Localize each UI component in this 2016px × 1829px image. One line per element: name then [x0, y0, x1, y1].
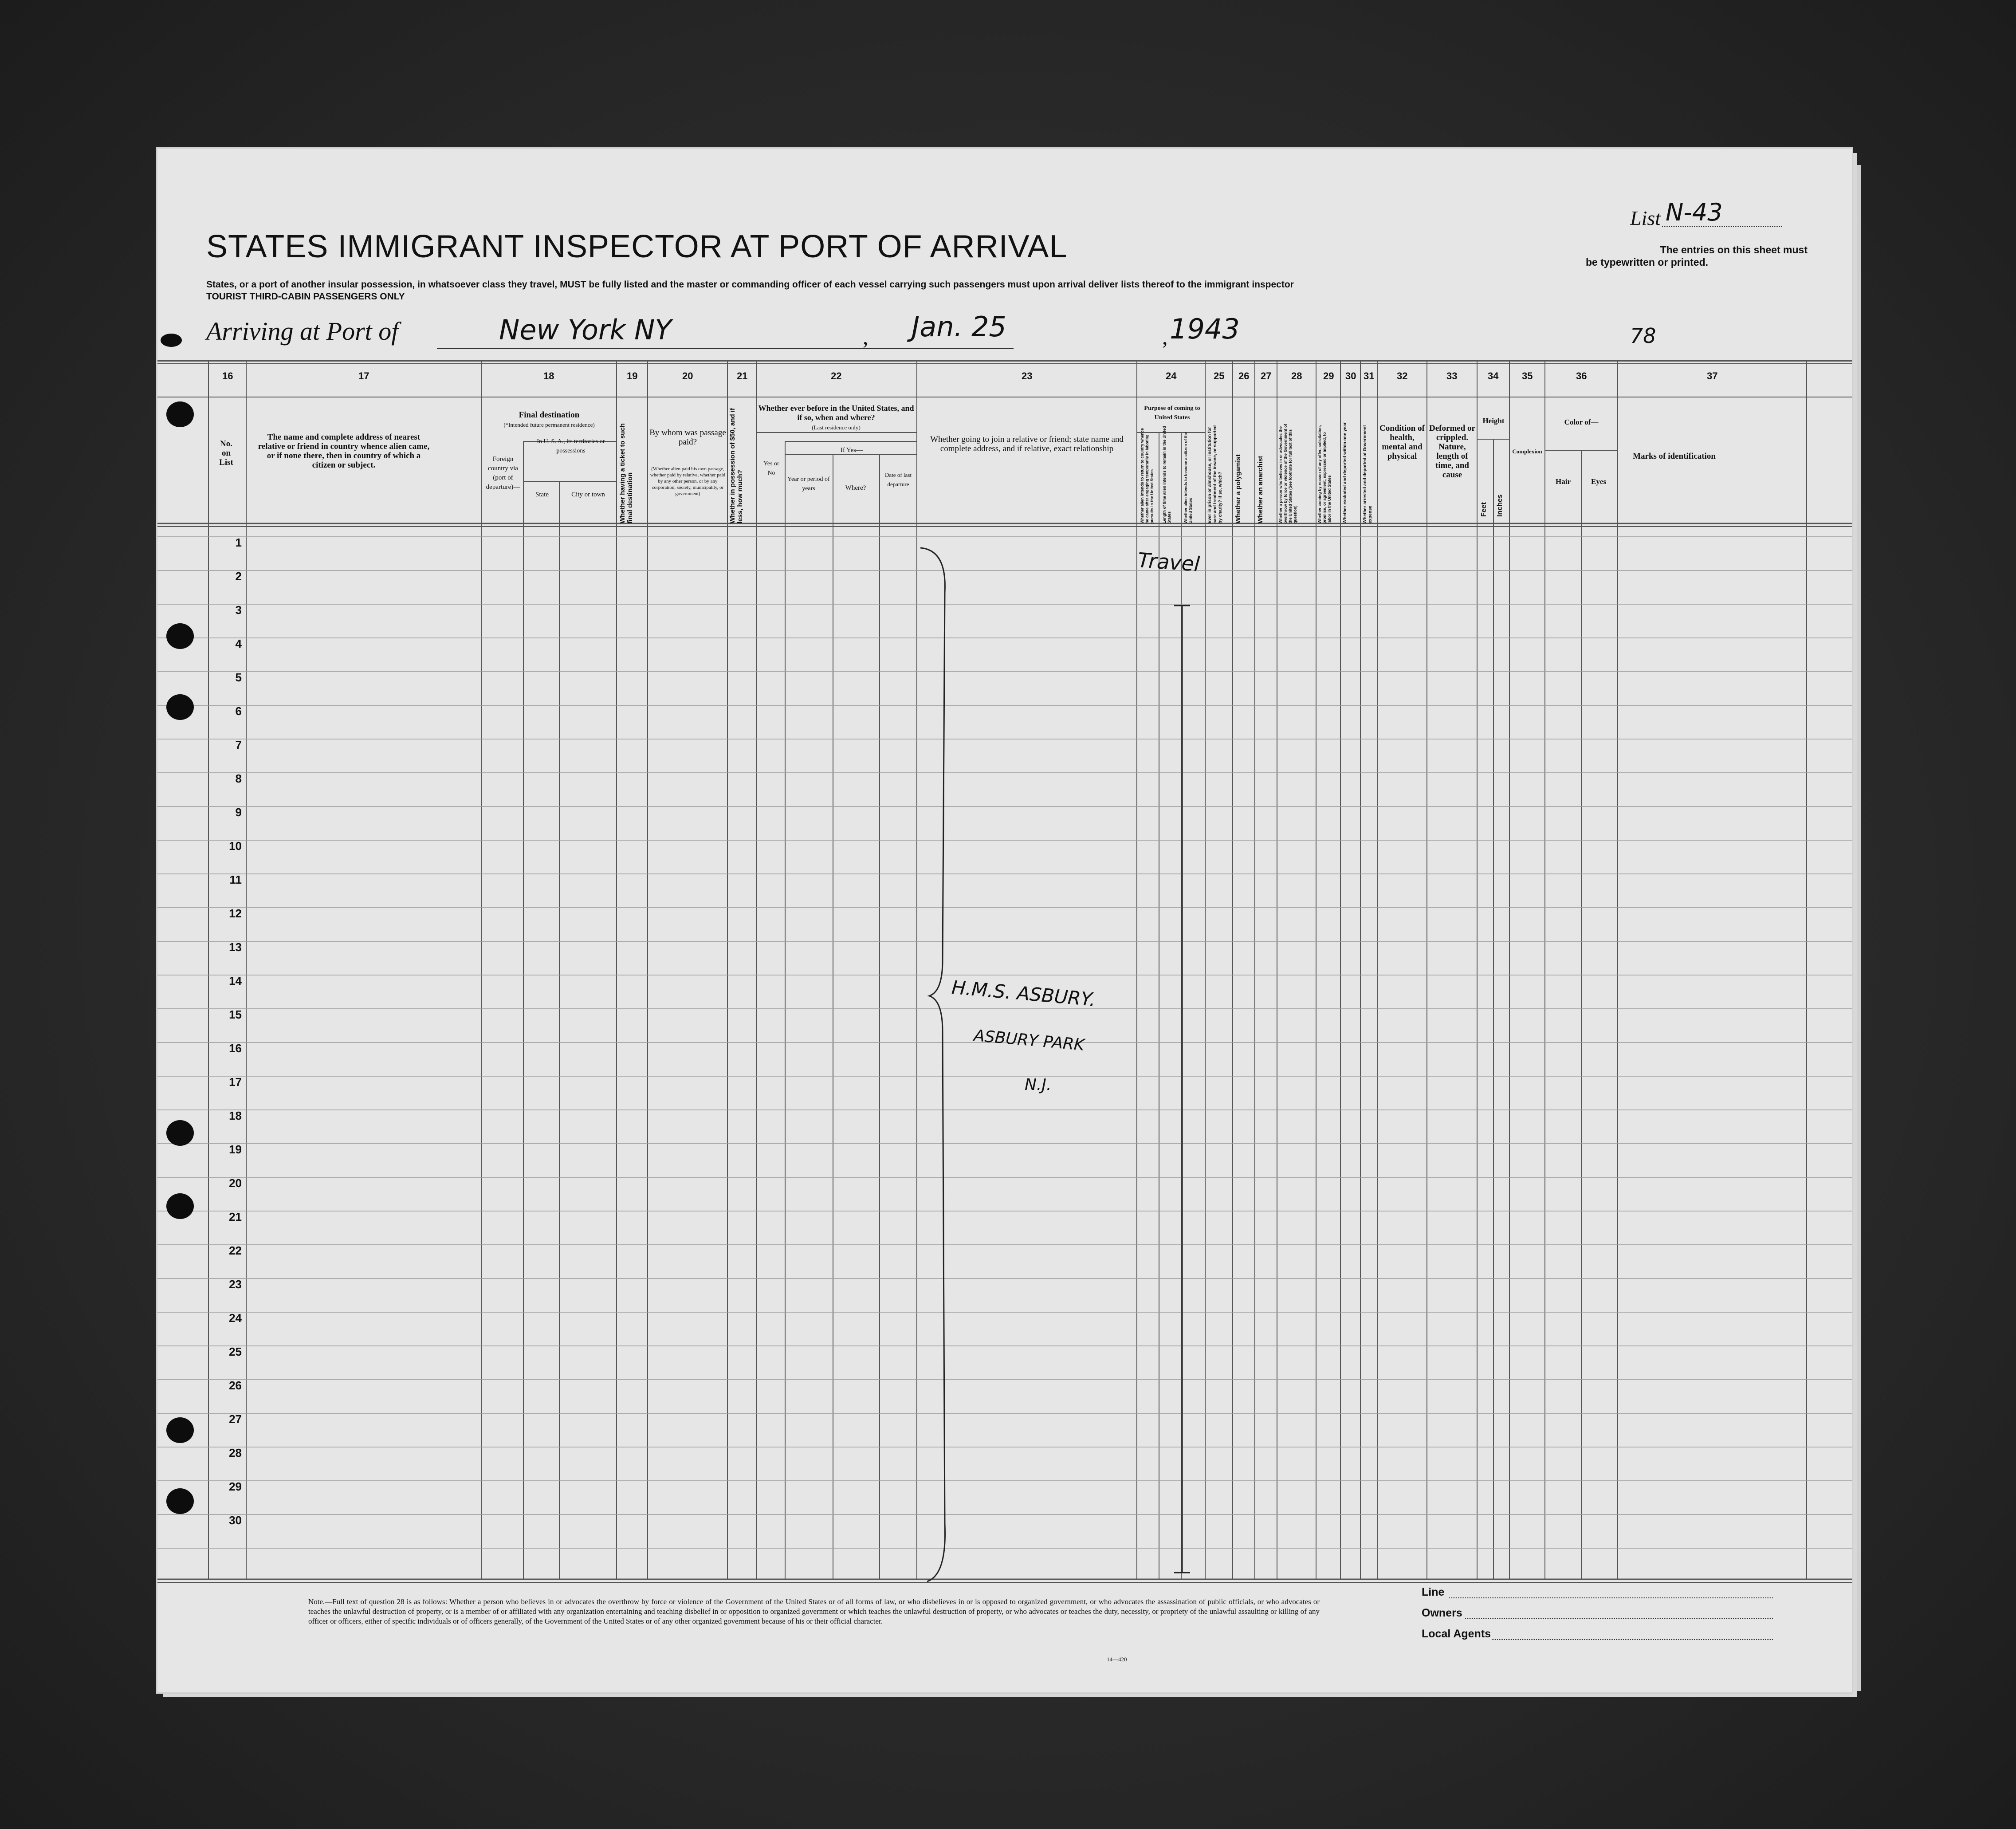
col30-header: Whether excluded and deported within one year — [1343, 422, 1348, 523]
col32-header: Condition of health, mental and physical — [1379, 424, 1425, 461]
punch-hole — [166, 694, 194, 720]
punch-hole — [166, 401, 194, 427]
column-number: 20 — [682, 370, 693, 382]
row-number: 9 — [235, 806, 242, 819]
local-agents-underline — [1492, 1639, 1773, 1640]
col25-header: Ever in prison or almshouse, or institution for care and treatment of the insane, or supported by charity? If so, which? — [1207, 425, 1223, 523]
column-number: 37 — [1707, 370, 1718, 382]
row-number: 25 — [229, 1345, 242, 1358]
row-number: 12 — [229, 907, 242, 920]
column-number: 33 — [1446, 370, 1458, 382]
col36-eyes: Eyes — [1591, 477, 1606, 486]
column-number: 28 — [1291, 370, 1302, 382]
comma-1: , — [863, 324, 868, 349]
row-number: 17 — [229, 1075, 242, 1089]
column-number: 31 — [1364, 370, 1375, 382]
row-number: 7 — [235, 738, 242, 751]
col35-header: Complexion — [1512, 448, 1542, 455]
col22-date: Date of last departure — [885, 472, 912, 488]
col27-header: Whether an anarchist — [1257, 456, 1264, 523]
page-number: 78 — [1630, 324, 1656, 348]
col33-header: Deformed or crippled. Nature, length of time, and cause — [1429, 424, 1475, 480]
row-number: 27 — [229, 1412, 242, 1426]
col22-yesno: Yes or No — [763, 460, 779, 476]
entries-note-2: be typewritten or printed. — [1586, 256, 1709, 268]
column-number: 24 — [1166, 370, 1177, 382]
row-number: 23 — [229, 1278, 242, 1291]
col24-c: Whether alien intends to become a citizen of the United States — [1183, 432, 1193, 523]
row-number: 6 — [235, 704, 242, 718]
sheet-edge — [1853, 165, 1861, 1691]
entries-note-1: The entries on this sheet must — [1660, 244, 1808, 256]
row-number: 20 — [229, 1176, 242, 1190]
row-number: 19 — [229, 1143, 242, 1156]
row-number: 10 — [229, 839, 242, 853]
row-number: 29 — [229, 1480, 242, 1493]
col20-title: By whom was passage paid? — [649, 428, 726, 447]
col22-title: Whether ever before in the United States, and if so, when and where? — [758, 404, 914, 422]
vessel-entry-1: H.M.S. ASBURY. — [951, 976, 1097, 1011]
punch-hole — [166, 623, 194, 649]
col22-where: Where? — [845, 484, 866, 492]
handwritten-brace — [157, 149, 1852, 1692]
list-label: List — [1630, 207, 1661, 229]
column-number: 27 — [1261, 370, 1272, 382]
column-number: 26 — [1238, 370, 1250, 382]
col19-header: Whether having a ticket to such final destination — [619, 423, 634, 523]
col20-sub: (Whether alien paid his own passage, whether paid by relative, whether paid by any other person, or by any corporation, society, municipality, or government) — [650, 466, 726, 496]
column-number: 19 — [627, 370, 638, 382]
col29-header: Whether coming by reason of any offer, solicitation, promise, or agreement, expressed or implied, to labor in the United States — [1317, 425, 1332, 523]
col22-ifyes: If Yes— — [840, 447, 863, 454]
row-number: 30 — [229, 1514, 242, 1527]
vessel-entry-2: ASBURY PARK — [973, 1027, 1085, 1054]
row-number: 28 — [229, 1446, 242, 1459]
punch-hole — [166, 1193, 194, 1219]
list-value: N-43 — [1666, 198, 1723, 226]
row-number: 1 — [235, 536, 242, 549]
col18-sub: (*Intended future permanent residence) — [503, 421, 595, 428]
vessel-entry-3: N.J. — [1025, 1076, 1052, 1094]
col28-header: Whether a person who believes in or advocates the overthrow by force or violence of the Government of the United States (See footnote for full text of this question) — [1278, 424, 1297, 523]
col17-header: The name and complete address of nearest relative or friend in country whence alien came, or if none there, then in country of which a citizen or subject. — [258, 433, 430, 470]
local-agents-label: Local Agents — [1422, 1628, 1491, 1640]
column-number: 23 — [1022, 370, 1033, 382]
row-number: 14 — [229, 974, 242, 987]
column-number: 22 — [831, 370, 842, 382]
col21-header: Whether in possession of $50, and if less, how much? — [729, 408, 744, 523]
line-underline — [1449, 1597, 1773, 1598]
col18-usa: In U. S. A., its territories or possessions — [537, 438, 605, 454]
col31-header: Whether arrested and deported at Government expense — [1363, 425, 1373, 523]
port-handwritten: New York NY — [499, 314, 672, 346]
document-title: STATES IMMIGRANT INSPECTOR AT PORT OF ARRIVAL — [206, 229, 1068, 264]
column-number: 17 — [358, 370, 369, 382]
col16-header: No. on List — [219, 439, 233, 467]
col18-state: State — [535, 491, 549, 498]
owners-underline — [1465, 1618, 1773, 1619]
column-number: 18 — [543, 370, 554, 382]
manifest-sheet — [157, 149, 1852, 1692]
form-code: 14—420 — [1107, 1656, 1127, 1663]
row-number: 16 — [229, 1042, 242, 1055]
column-number: 34 — [1488, 370, 1499, 382]
col24-b: Length of time alien intends to remain in the United States — [1162, 426, 1171, 523]
column-number: 25 — [1214, 370, 1225, 382]
column-number: 29 — [1323, 370, 1334, 382]
col36-hair: Hair — [1556, 477, 1571, 486]
date-handwritten: Jan. 25 — [912, 311, 1006, 343]
row-number: 15 — [229, 1008, 242, 1021]
col22-sub: (Last residence only) — [812, 424, 861, 431]
column-number: 35 — [1522, 370, 1533, 382]
col24-title: Purpose of coming to United States — [1144, 405, 1200, 421]
col26-header: Whether a polygamist — [1234, 454, 1242, 523]
owners-label: Owners — [1422, 1607, 1462, 1619]
row-number: 21 — [229, 1210, 242, 1223]
col18-foreign: Foreign country via (port of departure)— — [486, 456, 520, 491]
punch-hole — [166, 1120, 194, 1146]
column-number: 30 — [1345, 370, 1356, 382]
column-number: 16 — [222, 370, 233, 382]
footer-note: Note.—Full text of question 28 is as follows: Whether a person who believes in or advocates the overthrow by force or violence of the Government of the United States or of all forms of law, or who disbelieves in or is opposed to organized government, or who advocates the assassination of public officials, or who advocates or teaches the unlawful destruction of property, or is a member of or affiliated with any organization entertaining and teaching disbelief in or opposition to organized government or which teaches the unlawful destruction of property, or who advocates or teaches the duty, necessity, or propriety of the unlawful assaulting or killing of any officer or officers, either of specific individuals or of officers generally, of the Government of the United States or of any other organized government because of his or their official character. — [308, 1597, 1320, 1625]
punch-hole — [161, 334, 182, 347]
col37-header: Marks of identification — [1633, 452, 1716, 461]
row-number: 24 — [229, 1311, 242, 1325]
comma-2: , — [1162, 324, 1168, 349]
row-number: 3 — [235, 603, 242, 617]
punch-hole — [166, 1417, 194, 1443]
row-number: 26 — [229, 1379, 242, 1392]
column-number: 21 — [737, 370, 748, 382]
col24-a: Whether alien intends to return to country whence he came after engaging temporarily in laboring pursuits in the United States — [1140, 428, 1154, 523]
row-number: 13 — [229, 940, 242, 954]
punch-hole — [166, 1488, 194, 1514]
class-line: TOURIST THIRD-CABIN PASSENGERS ONLY — [206, 291, 405, 302]
col34-feet: Feet — [1480, 502, 1488, 517]
subtitle-line: States, or a port of another insular possession, in whatsoever class they travel, MUST be fully listed and the master or commanding officer of each vessel carrying such passengers must upon arrival deliver lists thereof to the immigrant inspector — [206, 279, 1294, 290]
col23-header: Whether going to join a relative or friend; state name and complete address, and if relative, exact relationship — [930, 435, 1124, 453]
col18-title: Final destination — [519, 410, 580, 420]
column-number: 36 — [1576, 370, 1587, 382]
col34-title: Height — [1482, 417, 1505, 425]
row-number: 18 — [229, 1109, 242, 1122]
col36-title: Color of— — [1564, 418, 1599, 426]
row-number: 11 — [229, 873, 242, 886]
row-number: 5 — [235, 671, 242, 684]
row-number: 4 — [235, 637, 242, 650]
arriving-label: Arriving at Port of — [206, 317, 399, 346]
row-number: 8 — [235, 772, 242, 785]
year-handwritten: 1943 — [1170, 313, 1240, 345]
col18-city: City or town — [571, 491, 605, 498]
purpose-entry: Travel — [1137, 548, 1201, 576]
line-label: Line — [1422, 1586, 1445, 1598]
col22-years: Year or period of years — [787, 476, 830, 492]
row-number: 22 — [229, 1244, 242, 1257]
col34-inches: Inches — [1496, 494, 1504, 517]
column-number: 32 — [1397, 370, 1408, 382]
row-number: 2 — [235, 570, 242, 583]
